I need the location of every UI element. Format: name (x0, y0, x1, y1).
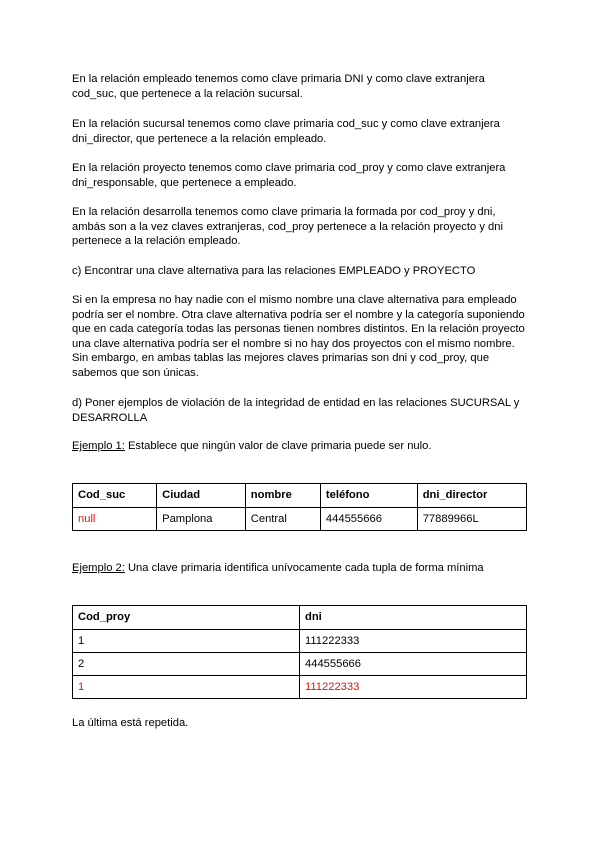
question-c: c) Encontrar una clave alternativa para las relaciones EMPLEADO y PROYECTO (72, 265, 476, 277)
table-cell: Central (245, 508, 320, 531)
table-cell: 111222333 (300, 630, 527, 653)
table-header-cell: Cod_suc (73, 484, 157, 508)
table-cell-duplicate: 1 (73, 676, 300, 699)
table-cell-duplicate: 111222333 (300, 676, 527, 699)
table-cell: 2 (73, 653, 300, 676)
table-header-cell: Cod_proy (73, 606, 300, 630)
table-cell-null: null (73, 508, 157, 531)
paragraph-desarrolla-keys: En la relación desarrolla tenemos como clave primaria la formada por cod_proy y dni, ambás son a la vez claves extranjeras, cod_proy pertenece a la relación proyecto y dni pertenece a la relación empleado. (72, 206, 503, 248)
table-header-row (73, 484, 527, 508)
desarrolla-table (72, 605, 527, 699)
paragraph-empleado-keys: En la relación empleado tenemos como clave primaria DNI y como clave extranjera cod_suc, que pertenece a la relación sucursal. (72, 73, 485, 100)
example-1-text: Establece que ningún valor de clave primaria puede ser nulo. (124, 440, 432, 452)
table-row-duplicate (73, 676, 527, 699)
table-cell: 444555666 (300, 653, 527, 676)
table-header-cell: teléfono (320, 484, 417, 508)
table-header-cell: Ciudad (157, 484, 246, 508)
table-header-cell: dni (300, 606, 527, 630)
table-row (73, 508, 527, 531)
table-header-cell: nombre (245, 484, 320, 508)
table-cell: Pamplona (157, 508, 246, 531)
table-cell: 444555666 (320, 508, 417, 531)
table-row (73, 630, 527, 653)
paragraph-alternative-keys: Si en la empresa no hay nadie con el mismo nombre una clave alternativa para empleado podría ser el nombre. Otra clave alternativa podría ser el nombre y la categoría suponiendo que en cada categoría todas las personas tienen nombres distintos. En la relación proyecto una clave alternativa podría ser el nombre si no hay dos proyectos con el mismo nombre. Sin embargo, en ambas tablas las mejores claves primarias son dni y cod_proy, que sabemos que son únicas. (72, 294, 525, 379)
example-2-caption (72, 561, 532, 576)
question-d: d) Poner ejemplos de violación de la integridad de entidad en las relaciones SUCURSAL y DESARROLLA (72, 397, 520, 424)
table-header-cell: dni_director (417, 484, 526, 508)
table-cell: 77889966L (417, 508, 526, 531)
closing-note: La última está repetida. (72, 717, 189, 729)
sucursal-table (72, 483, 527, 531)
table-header-row (73, 606, 527, 630)
table-cell: 1 (73, 630, 300, 653)
table-row (73, 653, 527, 676)
example-2-label: Ejemplo 2: (72, 562, 125, 574)
paragraph-sucursal-keys: En la relación sucursal tenemos como clave primaria cod_suc y como clave extranjera dni_director, que pertenece a la relación empleado. (72, 118, 500, 145)
paragraph-proyecto-keys: En la relación proyecto tenemos como clave primaria cod_proy y como clave extranjera dni_responsable, que pertenece a empleado. (72, 162, 506, 189)
example-2-text: Una clave primaria identifica unívocamente cada tupla de forma mínima (124, 562, 484, 574)
example-1-label: Ejemplo 1: (72, 440, 125, 452)
example-1-caption (72, 439, 532, 454)
